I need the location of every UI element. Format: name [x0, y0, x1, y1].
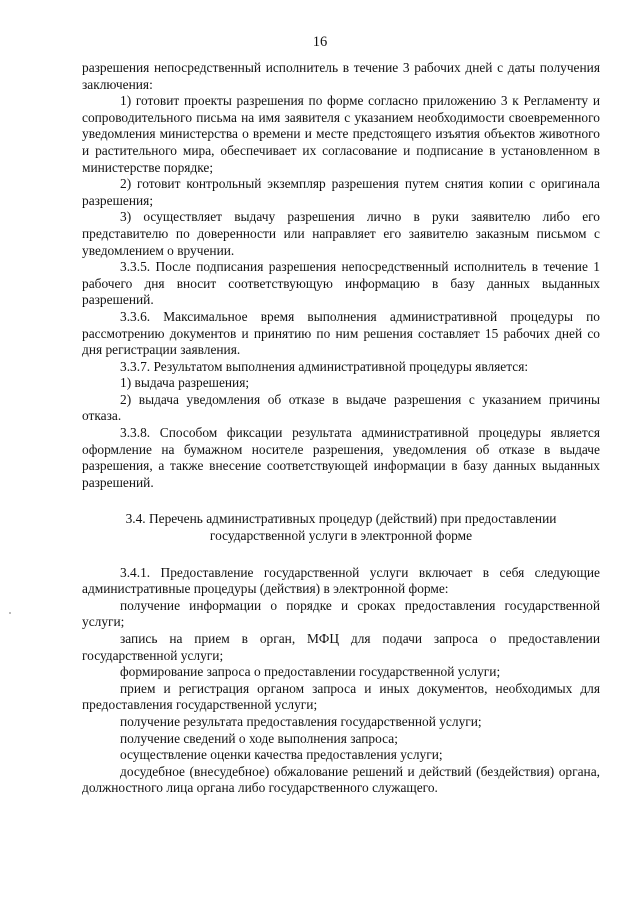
paragraph: 2) готовит контрольный экземпляр разрешения путем снятия копии с оригинала разрешения;	[82, 176, 600, 208]
list-item: формирование запроса о предоставлении государственной услуги;	[120, 664, 501, 680]
list-item: досудебное (внесудебное) обжалование решений и действий (бездействия) органа, должностного лица органа либо государственного служащего.	[82, 763, 600, 796]
list-item: прием и регистрация органом запроса и иных документов, необходимых для предоставления государственной услуги;	[82, 680, 600, 713]
paragraph: разрешения непосредственный исполнитель в течение 3 рабочих дней с даты получения заключения:	[82, 60, 600, 92]
list-item: запись на прием в орган, МФЦ для подачи запроса о предоставлении государственной услуги;	[82, 631, 600, 663]
paragraph: 3) осуществляет выдачу разрешения лично в руки заявителю либо его представителю по доверенности или направляет его заявителю заказным письмом с уведомлением о вручении.	[82, 209, 600, 258]
paragraph: 1) готовит проекты разрешения по форме согласно приложению 3 к Регламенту и сопроводительного письма на имя заявителя с указанием необходимости своевременного уведомления министерства о времени и месте предстоящего изъятия объектов животного и растительного мира, обеспечивает их согласование и подписание в установленном в министерстве порядке;	[82, 93, 600, 175]
list-item: получение сведений о ходе выполнения запроса;	[120, 730, 398, 746]
list-item: получение результата предоставления государственной услуги;	[120, 713, 482, 729]
paragraph: 3.3.5. После подписания разрешения непосредственный исполнитель в течение 1 рабочего дня вносит соответствующую информацию в базу данных выданных разрешений.	[82, 259, 600, 308]
list-item: получение информации о порядке и сроках предоставления государственной услуги;	[82, 597, 600, 630]
document-body	[82, 60, 600, 797]
section-heading: 3.4. Перечень административных процедур (действий) при предоставлении государственной услуги в электронной форме	[125, 511, 557, 544]
page-number: 16	[312, 34, 328, 50]
paragraph: 1) выдача разрешения;	[120, 375, 250, 391]
paragraph: 3.4.1. Предоставление государственной услуги включает в себя следующие административные процедуры (действия) в электронной форме:	[82, 564, 600, 597]
margin-speck	[9, 612, 11, 614]
paragraph: 2) выдача уведомления об отказе в выдаче разрешения с указанием причины отказа.	[82, 391, 600, 424]
paragraph: 3.3.8. Способом фиксации результата административной процедуры является оформление на бумажном носителе разрешения, уведомления об отказе в выдаче разрешения, а также внесение соответствующей информации в базу данных выданных разрешений.	[82, 425, 600, 490]
list-item: осуществление оценки качества предоставления услуги;	[120, 747, 443, 763]
paragraph: 3.3.6. Максимальное время выполнения административной процедуры по рассмотрению документов и принятию по ним решения составляет 15 рабочих дней со дня регистрации заявления.	[82, 308, 600, 358]
paragraph: 3.3.7. Результатом выполнения административной процедуры является:	[120, 358, 529, 374]
